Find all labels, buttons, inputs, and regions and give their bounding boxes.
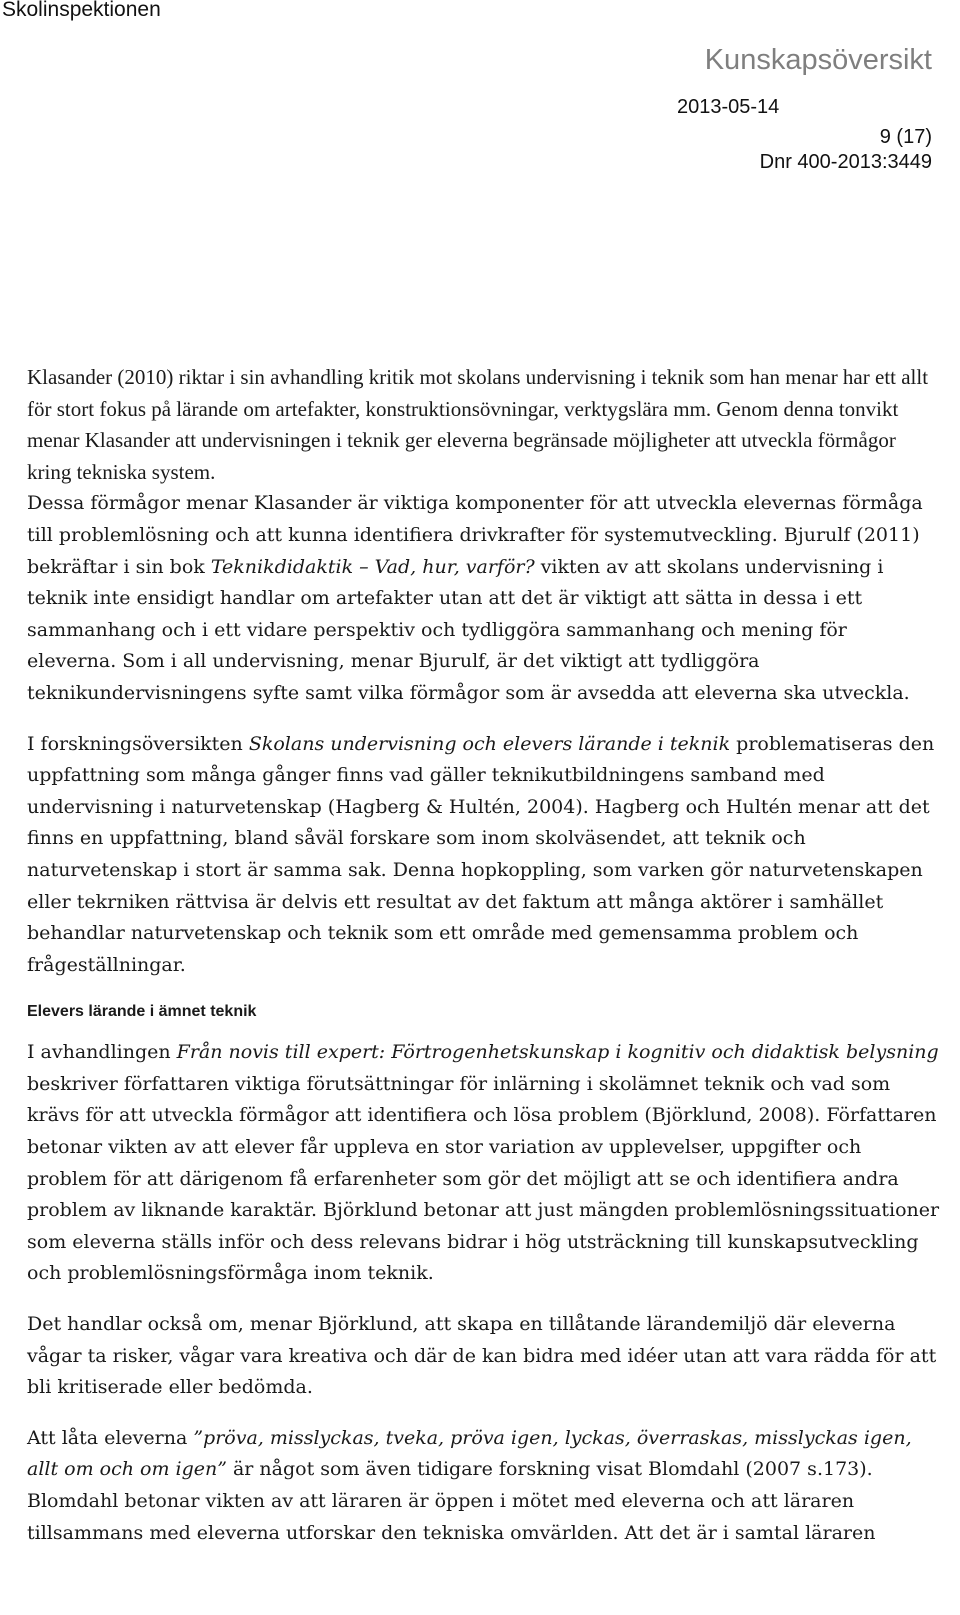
document-date: 2013-05-14 [677,96,780,118]
paragraph-3-start: I forskningsöversikten [27,732,243,755]
section-heading: Elevers lärande i ämnet teknik [27,1003,257,1021]
paragraph-6-rest: är något som även tidigare forskning visat Blomdahl (2007 s.173). Blomdahl betonar vikten av att läraren är öppen i mötet med eleverna och att läraren tillsammans med eleverna utforskar den tekniska omvärlden. Att det är i samtal läraren [27,1458,876,1544]
paragraph-1: Klasander (2010) riktar i sin avhandling kritik mot skolans undervisning i teknik som han menar har ett allt för stort fokus på lärande om artefakter, konstruktionsövningar, verktygslära mm. Genom denna tonvikt menar Klasander att undervisningen i teknik ger eleverna begränsade möjligheter att utveckla förmågor kring tekniska system. [27,365,929,484]
organization-name: Skolinspektionen [2,0,161,21]
document-body [27,362,942,1568]
paragraph-3-rest: problematiseras den uppfattning som många gånger finns vad gäller teknikutbildningens samband med undervisning i naturvetenskap (Hagberg & Hultén, 2004). Hagberg och Hultén menar att det finns en uppfattning, bland såväl forskare som inom skolväsendet, att teknik och naturvetenskap i stort är samma sak. Denna hopkoppling, som varken gör naturvetenskapen eller tekrniken rättvisa är delvis ett resultat av det faktum att många aktörer i samhället behandlar naturvetenskap och teknik som ett område med gemensamma problem och frågeställningar. [27,732,935,976]
paragraph-5: Det handlar också om, menar Björklund, att skapa en tillåtande lärandemiljö där eleverna vågar ta risker, vågar vara kreativa och där de kan bidra med idéer utan att vara rädda för att bli kritiserade eller bedömda. [27,1313,937,1399]
page-number: 9 (17) [879,126,932,148]
paragraph-6-start: Att låta eleverna [27,1426,188,1449]
quote-text: ”pröva, misslyckas, tveka, pröva igen, lyckas, överraskas, misslyckas igen, allt om och om igen” [27,1426,912,1481]
paragraph-2-rest: vikten av att skolans undervisning i teknik inte ensidigt handlar om artefakter utan att det är viktigt att sätta in dessa i ett sammanhang och i ett vidare perspektiv och tydliggöra sammanhang och mening för eleverna. Som i all undervisning, menar Bjurulf, är det viktigt att tydliggöra teknikundervisningens syfte samt vilka förmågor som är avsedda att eleverna ska utveckla. [27,555,910,704]
paragraph-3 [27,729,942,982]
paragraph-4 [27,1037,942,1290]
paragraph-4-rest: beskriver författaren viktiga förutsättningar för inlärning i skolämnet teknik och vad som krävs för att utveckla förmågor att identifiera och lösa problem (Björklund, 2008). Författaren betonar vikten av att elever får uppleva en stor variation av upplevelser, uppgifter och problem för att därigenom få erfarenheter som gör det möjligt att se och identifiera andra problem av liknande karaktär. Björklund betonar att just mängden problemlösningssituationer som eleverna ställs inför och dess relevans bidrar i hög utsträckning till kunskapsutveckling och problemlösningsförmåga inom teknik. [27,1072,940,1285]
paragraph-2-text: Dessa förmågor menar Klasander är viktiga komponenter för att utveckla elevernas förmåga till problemlösning och att kunna identifiera drivkrafter för systemutveckling. Bjurulf (2011) bekräftar i sin bok [27,492,923,578]
document-dnr: Dnr 400-2013:3449 [759,151,932,173]
paragraph-2 [27,488,942,709]
thesis-title: Från novis till expert: Förtrogenhetskunskap i kognitiv och didaktisk belysning [176,1041,939,1064]
research-overview-title: Skolans undervisning och elevers lärande i teknik [248,732,731,755]
document-title: Kunskapsöversikt [704,44,932,76]
paragraph-6 [27,1423,942,1549]
book-title-teknikdidaktik: Teknikdidaktik – Vad, hur, varför? [210,555,535,578]
paragraph-4-start: I avhandlingen [27,1041,171,1064]
